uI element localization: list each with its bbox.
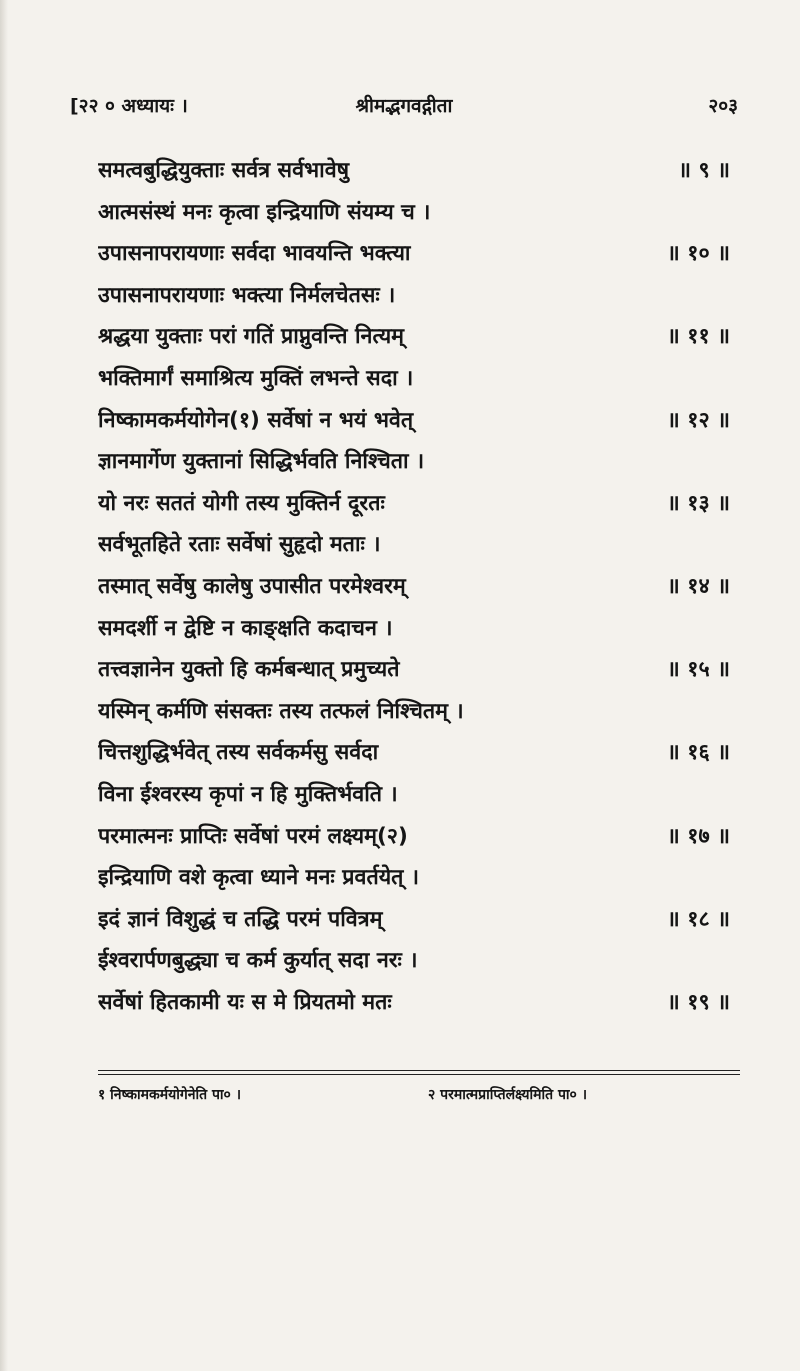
verse-number: ॥ १३ ॥ <box>666 490 730 516</box>
verse-line <box>98 857 740 899</box>
verse-line <box>98 275 740 317</box>
footnote-rule <box>98 1070 740 1071</box>
verse-line <box>98 192 740 234</box>
verse-number: ॥ १५ ॥ <box>666 657 730 683</box>
verse-text: यो नरः सततं योगी तस्य मुक्तिर्न दूरतः <box>98 490 385 516</box>
verse-number: ॥ १९ ॥ <box>666 989 730 1015</box>
footnote-rule-second <box>98 1074 740 1075</box>
verse-line <box>98 608 740 650</box>
verse-text: तत्त्वज्ञानेन युक्तो हि कर्मबन्धात् प्रमुच्यते <box>98 657 400 683</box>
verse-number: ॥ ११ ॥ <box>666 324 730 350</box>
verse-line <box>98 816 740 858</box>
header-title: श्रीमद्भगवद्गीता <box>355 95 453 117</box>
verse-text: सर्वभूतहिते रताः सर्वेषां सुहृदो मताः । <box>98 532 381 558</box>
verse-line <box>98 732 740 774</box>
verse-line <box>98 400 740 442</box>
running-header <box>70 92 738 122</box>
verse-block <box>98 150 740 1023</box>
verse-text: समत्वबुद्धियुक्ताः सर्वत्र सर्वभावेषु <box>98 158 350 183</box>
verse-text: भक्तिमार्गं समाश्रित्य मुक्तिं लभन्ते सदा । <box>98 365 414 391</box>
verse-text: इन्द्रियाणि वशे कृत्वा ध्याने मनः प्रवर्तयेत् । <box>98 865 420 891</box>
verse-text: सर्वेषां हितकामी यः स मे प्रियतमो मतः <box>98 989 392 1015</box>
verse-number: ॥ १८ ॥ <box>666 906 730 932</box>
verse-text: यस्मिन् कर्मणि संसक्तः तस्य तत्फलं निश्चितम् । <box>98 698 464 724</box>
verse-line <box>98 774 740 816</box>
verse-text: श्रद्धया युक्ताः परां गतिं प्राप्नुवन्ति नित्यम् <box>98 324 405 350</box>
verse-line <box>98 899 740 941</box>
verse-number: ॥ ९ ॥ <box>678 158 730 183</box>
verse-text: आत्मसंस्थं मनः कृत्वा इन्द्रियाणि संयम्य च । <box>98 199 431 225</box>
verse-text: उपासनापरायणाः सर्वदा भावयन्ति भक्त्या <box>98 241 411 267</box>
verse-text: समदर्शी न द्वेष्टि न काङ्क्षति कदाचन । <box>98 615 393 641</box>
verse-number: ॥ १६ ॥ <box>666 740 730 766</box>
verse-text: ज्ञानमार्गेण युक्तानां सिद्धिर्भवति निश्चिता । <box>98 449 425 475</box>
verse-text: उपासनापरायणाः भक्त्या निर्मलचेतसः । <box>98 282 396 308</box>
verse-line <box>98 691 740 733</box>
verse-text: परमात्मनः प्राप्तिः सर्वेषां परमं लक्ष्यम्(२) <box>98 823 408 849</box>
verse-line <box>98 982 740 1024</box>
verse-line <box>98 649 740 691</box>
verse-text: चित्तशुद्धिर्भवेत् तस्य सर्वकर्मसु सर्वदा <box>98 740 379 766</box>
verse-text: तस्मात् सर्वेषु कालेषु उपासीत परमेश्वरम् <box>98 573 406 599</box>
verse-line <box>98 566 740 608</box>
verse-line <box>98 233 740 275</box>
verse-line <box>98 524 740 566</box>
verse-number: ॥ १४ ॥ <box>666 573 730 599</box>
verse-number: ॥ १० ॥ <box>666 241 730 267</box>
verse-text: निष्कामकर्मयोगेन(१) सर्वेषां न भयं भवेत् <box>98 407 414 433</box>
header-chapter: [२२ ० अध्यायः । <box>70 95 188 117</box>
verse-number: ॥ १२ ॥ <box>666 407 730 433</box>
footnote-1: १ निष्कामकर्मयोगेनेति पा० । <box>98 1087 242 1103</box>
verse-line <box>98 358 740 400</box>
verse-line <box>98 940 740 982</box>
footnote-2: २ परमात्मप्राप्तिर्लक्ष्यमिति पा० । <box>428 1087 588 1103</box>
verse-number: ॥ १७ ॥ <box>666 823 730 849</box>
verse-line <box>98 483 740 525</box>
verse-text: ईश्वरार्पणबुद्ध्या च कर्म कुर्यात् सदा नरः । <box>98 948 418 974</box>
header-page-number: २०३ <box>708 95 738 117</box>
verse-text: इदं ज्ञानं विशुद्धं च तद्धि परमं पवित्रम् <box>98 906 383 932</box>
page-edge-shadow <box>0 0 8 1371</box>
verse-text: विना ईश्वरस्य कृपां न हि मुक्तिर्भवति । <box>98 781 398 807</box>
verse-line <box>98 316 740 358</box>
verse-line <box>98 441 740 483</box>
verse-line <box>98 150 740 192</box>
